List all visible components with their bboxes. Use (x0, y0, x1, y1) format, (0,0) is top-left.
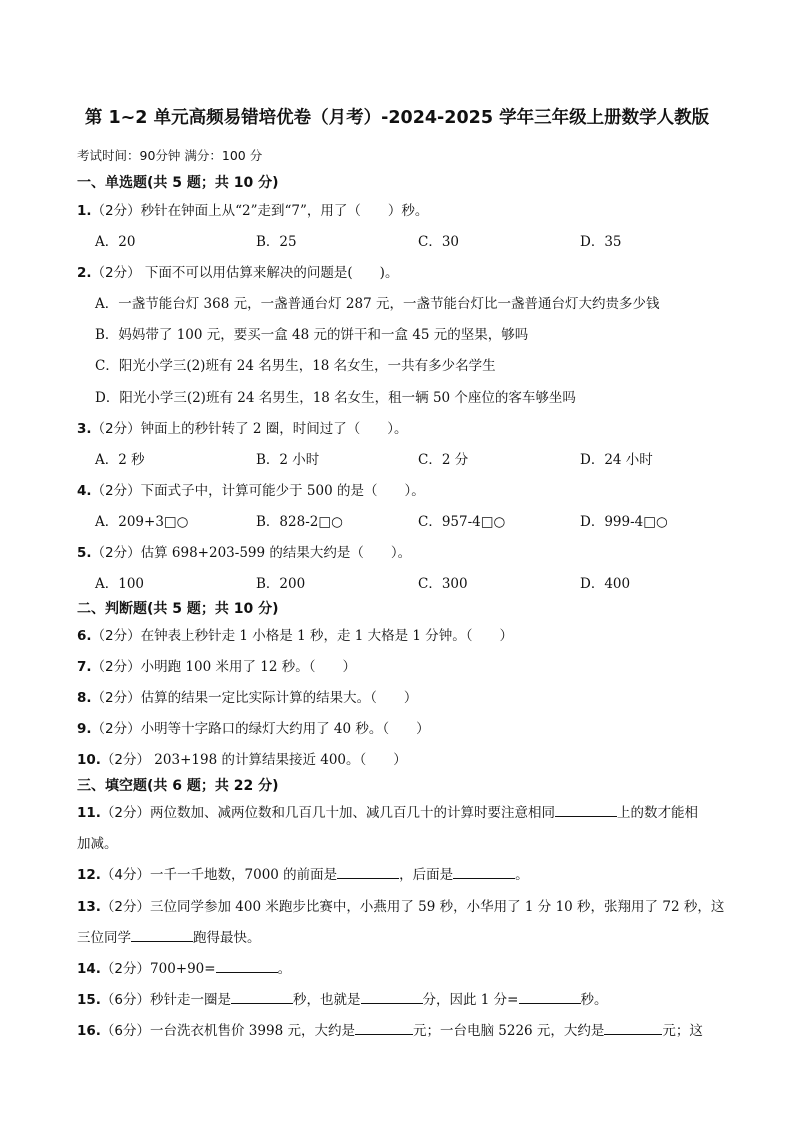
question-points: （2分） (91, 659, 141, 675)
q5-option-c: C．300 (418, 576, 468, 592)
question-points: （2分） (100, 961, 151, 977)
question-text: 跑得最快。 (193, 930, 261, 946)
question-points: （2分） (91, 265, 141, 281)
question-8 (77, 686, 417, 706)
q5-option-b: B．200 (256, 576, 306, 592)
question-14 (77, 957, 291, 977)
question-number: 14. (77, 961, 101, 977)
question-4 (77, 479, 425, 499)
question-points: （6分） (100, 992, 151, 1008)
q4-option-a: A．209+3□○ (95, 514, 189, 530)
q3-option-c: C．2 分 (418, 452, 469, 468)
question-text: 元；这 (662, 1023, 703, 1039)
question-13 (77, 895, 724, 915)
q1-option-c: C．30 (418, 234, 460, 250)
question-text: 估算的结果一定比实际计算的结果大。（ ） (140, 690, 418, 706)
question-12 (77, 863, 529, 883)
question-text: 秒针走一圈是 (150, 992, 232, 1008)
question-number: 2. (77, 265, 92, 281)
question-number: 13. (77, 899, 101, 915)
question-text: 秒针在钟面上从“2”走到“7”，用了（ ）秒。 (140, 203, 429, 219)
question-text: 三位同学参加 400 米跑步比赛中，小燕用了 59 秒，小华用了 1 分 10 秒，张翔用了 72 秒，这 (150, 899, 725, 915)
question-text: 加减。 (77, 836, 118, 852)
question-points: （2分） (91, 690, 141, 706)
question-5 (77, 541, 411, 561)
answer-blank[interactable] (519, 991, 581, 1004)
question-text: 秒。 (580, 992, 608, 1008)
q5-option-a: A．100 (95, 576, 145, 592)
q2-option-c: C．阳光小学三(2)班有 24 名男生，18 名女生，一共有多少名学生 (95, 358, 496, 374)
question-text: 一台洗衣机售价 3998 元，大约是 (150, 1023, 355, 1039)
answer-blank[interactable] (555, 804, 617, 817)
question-points: （2分） (91, 421, 141, 437)
q3-option-d: D．24 小时 (580, 452, 653, 468)
question-points: （2分） (100, 805, 151, 821)
section-heading-true-false: 二、判断题(共 5 题；共 10 分) (77, 601, 279, 617)
question-text: 小明等十字路口的绿灯大约用了 40 秒。（ ） (140, 721, 430, 737)
question-2 (77, 261, 398, 281)
answer-blank[interactable] (453, 866, 515, 879)
question-points: （2分） (91, 203, 141, 219)
question-number: 9. (77, 721, 92, 737)
question-16 (77, 1019, 703, 1039)
question-11-continued (77, 832, 118, 852)
question-text: 700+90= (150, 961, 216, 977)
question-text: 三位同学 (77, 930, 131, 946)
question-text: 两位数加、减两位数和几百几十加、减几百几十的计算时要注意相同 (150, 805, 556, 821)
question-number: 7. (77, 659, 92, 675)
q5-option-d: D．400 (580, 576, 631, 592)
question-number: 3. (77, 421, 92, 437)
question-text: 203+198 的计算结果接近 400。（ ） (150, 752, 407, 768)
question-text: 。 (277, 961, 292, 977)
section-heading-fill-blank: 三、填空题(共 6 题；共 22 分) (77, 778, 279, 794)
section-heading-single-choice: 一、单选题(共 5 题；共 10 分) (77, 175, 279, 191)
question-text: 上的数才能相 (617, 805, 699, 821)
question-points: （2分） (91, 483, 141, 499)
answer-blank[interactable] (361, 991, 423, 1004)
q4-option-b: B．828-2□○ (256, 514, 343, 530)
question-6 (77, 624, 513, 644)
question-points: （2分） (100, 752, 151, 768)
question-text: 小明跑 100 米用了 12 秒。（ ） (140, 659, 356, 675)
question-13-continued (77, 926, 261, 946)
question-3 (77, 417, 408, 437)
question-text: 下面式子中，计算可能少于 500 的是（ ）。 (140, 483, 425, 499)
answer-blank[interactable] (216, 960, 278, 973)
answer-blank[interactable] (131, 929, 193, 942)
question-15 (77, 988, 608, 1008)
question-points: （6分） (100, 1023, 151, 1039)
question-number: 11. (77, 805, 101, 821)
question-text: ，后面是 (399, 867, 454, 883)
q2-option-b: B．妈妈带了 100 元，要买一盒 48 元的饼干和一盒 45 元的坚果，够吗 (95, 327, 529, 343)
q3-option-b: B．2 小时 (256, 452, 320, 468)
question-points: （4分） (100, 867, 151, 883)
question-text: 一千一千地数，7000 的前面是 (150, 867, 338, 883)
question-number: 15. (77, 992, 101, 1008)
question-number: 8. (77, 690, 92, 706)
question-text: 分，因此 1 分= (422, 992, 519, 1008)
question-number: 1. (77, 203, 92, 219)
question-text: 下面不可以用估算来解决的问题是( )。 (140, 265, 399, 281)
exam-meta: 考试时间：90分钟 满分：100 分 (77, 148, 263, 163)
question-text: 元；一台电脑 5226 元，大约是 (412, 1023, 605, 1039)
question-number: 16. (77, 1023, 101, 1039)
question-text: 在钟表上秒针走 1 小格是 1 秒，走 1 大格是 1 分钟。（ ） (140, 628, 514, 644)
question-9 (77, 717, 430, 737)
q3-option-a: A．2 秒 (95, 452, 145, 468)
q1-option-d: D．35 (580, 234, 622, 250)
question-number: 12. (77, 867, 101, 883)
q2-option-a: A．一盏节能台灯 368 元，一盏普通台灯 287 元，一盏节能台灯比一盏普通台灯大约贵多少钱 (95, 296, 660, 312)
question-points: （2分） (91, 628, 141, 644)
q4-option-c: C．957-4□○ (418, 514, 506, 530)
question-text: 秒，也就是 (293, 992, 361, 1008)
question-points: （2分） (91, 721, 141, 737)
question-number: 10. (77, 752, 101, 768)
page-title: 第 1~2 单元高频易错培优卷（月考）-2024-2025 学年三年级上册数学人教版 (84, 108, 710, 128)
q4-option-d: D．999-4□○ (580, 514, 668, 530)
question-text: 。 (515, 867, 529, 883)
answer-blank[interactable] (337, 866, 399, 879)
question-points: （2分） (91, 545, 141, 561)
question-number: 5. (77, 545, 92, 561)
question-points: （2分） (100, 899, 151, 915)
question-number: 4. (77, 483, 92, 499)
answer-blank[interactable] (355, 1022, 413, 1035)
question-text: 估算 698+203-599 的结果大约是（ ）。 (140, 545, 412, 561)
q2-option-d: D．阳光小学三(2)班有 24 名男生，18 名女生，租一辆 50 个座位的客车够坐吗 (95, 390, 576, 406)
question-10 (77, 748, 407, 768)
question-1 (77, 199, 428, 219)
answer-blank[interactable] (604, 1022, 662, 1035)
q1-option-b: B．25 (256, 234, 297, 250)
q1-option-a: A．20 (95, 234, 136, 250)
question-number: 6. (77, 628, 92, 644)
answer-blank[interactable] (231, 991, 293, 1004)
question-11 (77, 801, 698, 821)
question-7 (77, 655, 356, 675)
question-text: 钟面上的秒针转了 2 圈，时间过了（ ）。 (140, 421, 408, 437)
